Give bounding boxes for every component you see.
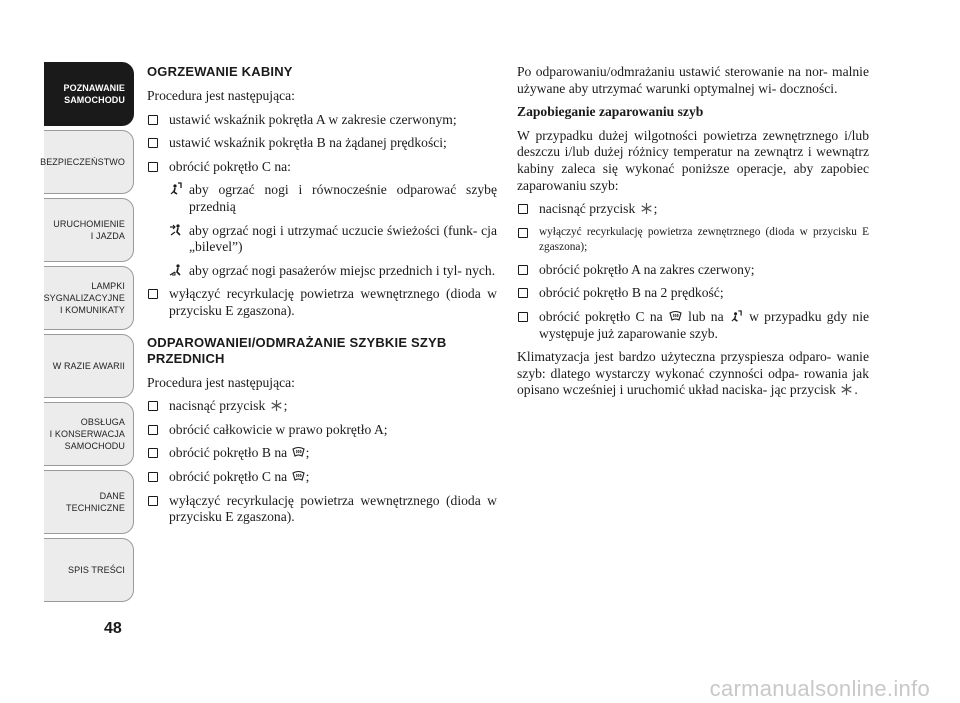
- watermark: carmanualsonline.info: [709, 676, 930, 701]
- checkbox-bullet-icon: [148, 448, 158, 458]
- list-item: [517, 262, 869, 279]
- list-item: [147, 159, 497, 176]
- list-item: [517, 225, 869, 255]
- ac-snowflake-icon: [840, 383, 853, 396]
- list-item-text: ustawić wskaźnik pokrętła B na żądanej prędkości;: [169, 135, 447, 151]
- checkbox-bullet-icon: [518, 312, 528, 322]
- windscreen-defrost-icon: [292, 446, 305, 459]
- list-item: [147, 445, 497, 462]
- list-item: [517, 201, 869, 218]
- page-number: 48: [104, 620, 122, 637]
- list-item-text: wyłączyć recyrkulację powietrza zewnętrznego (dioda w przycisku E zgaszona);: [539, 225, 869, 253]
- list-item-text: obrócić pokrętło C na:: [169, 158, 291, 174]
- tab-obsluga-i-konserwacja[interactable]: OBSŁUGA I KONSERWACJA SAMOCHODU: [44, 402, 134, 466]
- tab-uruchomienie-i-jazda[interactable]: URUCHOMIENIE I JAZDA: [44, 198, 134, 262]
- list-item-text: obrócić pokrętło B na 2 prędkość;: [539, 285, 724, 301]
- list-item-text: obrócić pokrętło C na: [539, 308, 663, 324]
- sub-item-feet: [147, 263, 497, 280]
- list-item-text: wyłączyć recyrkulację powietrza wewnętrznego (dioda w przycisku E zgaszona).: [169, 286, 497, 318]
- checkbox-bullet-icon: [148, 401, 158, 411]
- section-heading-cabin-heating: OGRZEWANIE KABINY: [147, 64, 293, 79]
- list-item: [147, 286, 497, 319]
- list-item: [147, 422, 497, 439]
- windscreen-defrost-icon: [669, 310, 682, 323]
- checkbox-bullet-icon: [148, 162, 158, 172]
- list-item-text-end: ;: [305, 445, 310, 461]
- list-item-text: aby ogrzać nogi i utrzymać uczucie świeżości (funk- cja „bilevel”): [189, 222, 497, 255]
- list-item-text-end: ;: [283, 398, 288, 414]
- ac-snowflake-icon: [640, 202, 653, 215]
- list-item-text: wyłączyć recyrkulację powietrza wewnętrznego (dioda w przycisku E zgaszona).: [169, 492, 497, 525]
- list-item-text: nacisnąć przycisk: [169, 398, 266, 414]
- right-column: [517, 64, 869, 406]
- windscreen-defrost-icon: [292, 470, 305, 483]
- list-item: [147, 493, 497, 526]
- left-column: [147, 64, 497, 533]
- airflow-feet-windscreen-icon: [730, 310, 743, 323]
- sub-item-feet-windscreen: [147, 182, 497, 215]
- chapter-tabs: [40, 62, 134, 606]
- checkbox-bullet-icon: [518, 288, 528, 298]
- tab-spis-tresci[interactable]: SPIS TREŚCI: [44, 538, 134, 602]
- procedure-intro: Procedura jest następująca:: [147, 374, 295, 390]
- airflow-feet-icon: [169, 263, 183, 277]
- list-item-text: obrócić pokrętło B na: [169, 445, 288, 461]
- paragraph-text: Klimatyzacja jest bardzo użyteczna przyspiesza odparo- wanie szyb: dlatego wystarczy wykonać czynności odpa- rowania jak opisano wcześniej i uruchomić układ naciska- jąc przycisk: [517, 349, 869, 398]
- list-item-text: obrócić pokrętło C na: [169, 468, 288, 484]
- list-item: [147, 398, 497, 415]
- list-item: [147, 112, 497, 129]
- paragraph: [517, 349, 869, 399]
- list-item: [517, 285, 869, 302]
- checkbox-bullet-icon: [518, 204, 528, 214]
- checkbox-bullet-icon: [148, 425, 158, 435]
- paragraph: Po odparowaniu/odmrażaniu ustawić sterowanie na nor- malnie używane aby utrzymać warunki optymalnej wi- doczności.: [517, 64, 869, 96]
- list-item-text: w przypadku gdy nie występuje już zaparowanie szyb.: [539, 308, 870, 341]
- checkbox-bullet-icon: [148, 115, 158, 125]
- list-item-text: aby ogrzać nogi pasażerów miejsc przednich i tyl- nych.: [189, 262, 496, 278]
- list-item: [147, 469, 497, 486]
- checkbox-bullet-icon: [518, 228, 528, 238]
- paragraph: W przypadku dużej wilgotności powietrza zewnętrznego i/lub deszczu i/lub dużej różnicy temperatur na zewnątrz i wewnątrz kabiny zaleca się wykonać poniższe operacje, aby zapobiec zaparowaniu szyb:: [517, 127, 869, 193]
- list-item: [147, 135, 497, 152]
- tab-bezpieczenstwo[interactable]: BEZPIECZEŃSTWO: [44, 130, 134, 194]
- checkbox-bullet-icon: [148, 138, 158, 148]
- list-item-text: obrócić całkowicie w prawo pokrętło A;: [169, 421, 388, 437]
- tab-lampki-sygnalizacyjne[interactable]: LAMPKI SYGNALIZACYJNE I KOMUNIKATY: [44, 266, 134, 330]
- list-item-text-end: ;: [653, 201, 658, 217]
- list-item-text: aby ogrzać nogi i równocześnie odparować szybę przednią: [189, 182, 497, 214]
- tab-w-razie-awarii[interactable]: W RAZIE AWARII: [44, 334, 134, 398]
- list-item-text: ustawić wskaźnik pokrętła A w zakresie czerwonym;: [169, 111, 457, 127]
- paragraph-text-end: .: [854, 382, 858, 398]
- ac-snowflake-icon: [270, 399, 283, 412]
- checkbox-bullet-icon: [518, 265, 528, 275]
- list-item: [517, 309, 869, 342]
- list-item-text: lub na: [688, 308, 724, 324]
- list-item-text: nacisnąć przycisk: [539, 201, 636, 217]
- tab-poznawanie-samochodu[interactable]: POZNAWANIE SAMOCHODU: [44, 62, 134, 126]
- list-item-text-end: ;: [305, 468, 310, 484]
- subheading-prevent-fogging: Zapobieganie zaparowaniu szyb: [517, 104, 704, 120]
- airflow-bilevel-icon: [169, 223, 183, 237]
- checkbox-bullet-icon: [148, 289, 158, 299]
- tab-dane-techniczne[interactable]: DANE TECHNICZNE: [44, 470, 134, 534]
- procedure-intro: Procedura jest następująca:: [147, 88, 295, 103]
- checkbox-bullet-icon: [148, 496, 158, 506]
- checkbox-bullet-icon: [148, 472, 158, 482]
- list-item-text: obrócić pokrętło A na zakres czerwony;: [539, 261, 755, 277]
- section-heading-quick-defrost: ODPAROWANIEI/ODMRAŻANIE SZYBKIE SZYB PRZEDNICH: [147, 334, 447, 366]
- sub-item-bilevel: [147, 223, 497, 256]
- airflow-feet-windscreen-icon: [169, 182, 183, 196]
